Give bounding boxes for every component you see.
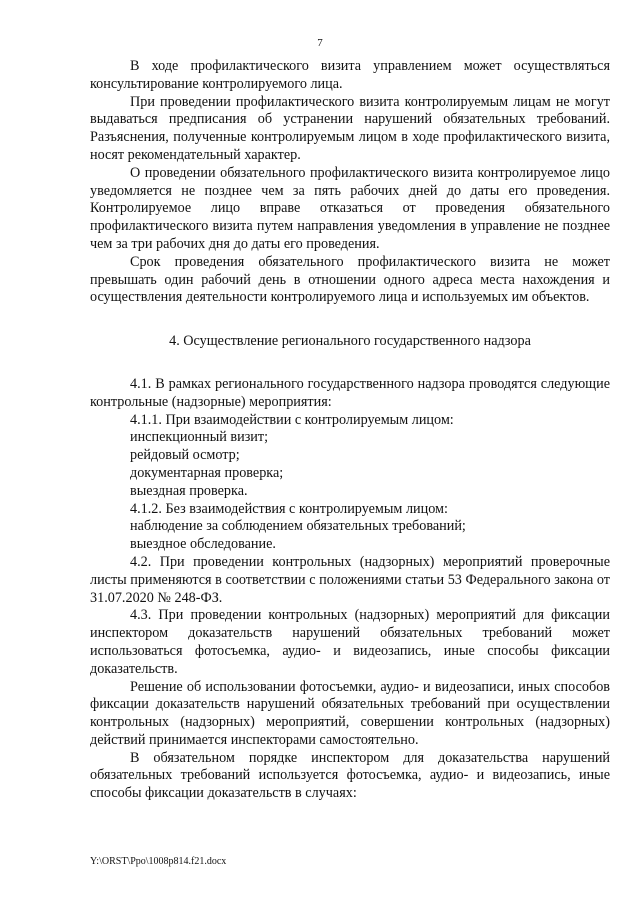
list-item: наблюдение за соблюдением обязательных требований;: [130, 518, 466, 535]
paragraph-4-3: 4.3. При проведении контрольных (надзорных) мероприятий для фиксации инспектором доказательств нарушений обязательных требований может использоваться фотосъемка, аудио- и видеозапись, иные способы фиксации доказательств.: [90, 607, 610, 677]
list-item: выездное обследование.: [130, 536, 276, 553]
section-heading: 4. Осуществление регионального государственного надзора: [169, 333, 531, 350]
paragraph-visit-duration: Срок проведения обязательного профилактического визита не может превышать один рабочий день в отношении одного адреса места нахождения и осуществления деятельности контролируемого лица и используемых им объектов.: [90, 253, 610, 306]
subsection-4-1-1-title: 4.1.1. При взаимодействии с контролируемым лицом:: [130, 411, 454, 428]
page-number: 7: [317, 37, 323, 49]
document-body: [90, 58, 610, 803]
list-item: документарная проверка;: [130, 464, 284, 481]
paragraph-no-prescriptions: При проведении профилактического визита контролируемым лицам не могут выдаваться предписания об устранении нарушений обязательных требований. Разъяснения, полученные контролируемым лицом в ходе профилактического визита, носят рекомендательный характер.: [90, 93, 610, 163]
list-item: инспекционный визит;: [130, 429, 269, 446]
paragraph-consultation: В ходе профилактического визита управлением может осуществляться консультирование контролируемого лица.: [90, 58, 610, 92]
footer-file-path: Y:\ORST\Ppo\1008p814.f21.docx: [90, 856, 227, 867]
subsection-4-1-2-title: 4.1.2. Без взаимодействия с контролируемым лицом:: [130, 500, 448, 517]
paragraph-decision: Решение об использовании фотосъемки, аудио- и видеозаписи, иных способов фиксации доказательств нарушений обязательных требований при осуществлении контрольных (надзорных) мероприятий, совершении контрольных (надзорных) действий принимается инспекторами самостоятельно.: [90, 678, 610, 748]
list-item: выездная проверка.: [130, 482, 248, 499]
paragraph-notification: О проведении обязательного профилактического визита контролируемое лицо уведомляется не позднее чем за пять рабочих дней до даты его проведения. Контролируемое лицо вправе отказаться от проведения обязательного профилактического визита путем направления уведомления в управление не позднее чем за три рабочих дня до даты его проведения.: [90, 164, 610, 252]
paragraph-4-1: 4.1. В рамках регионального государственного надзора проводятся следующие контрольные (надзорные) мероприятия:: [90, 375, 610, 410]
paragraph-4-2: 4.2. При проведении контрольных (надзорных) мероприятий проверочные листы применяются в соответствии с положениями статьи 53 Федерального закона от 31.07.2020 № 248-ФЗ.: [90, 553, 610, 606]
list-item: рейдовый осмотр;: [130, 447, 240, 464]
paragraph-mandatory-recording: В обязательном порядке инспектором для доказательства нарушений обязательных требований используется фотосъемка, аудио- и видеозапись, иные способы фиксации доказательств в случаях:: [90, 749, 610, 802]
